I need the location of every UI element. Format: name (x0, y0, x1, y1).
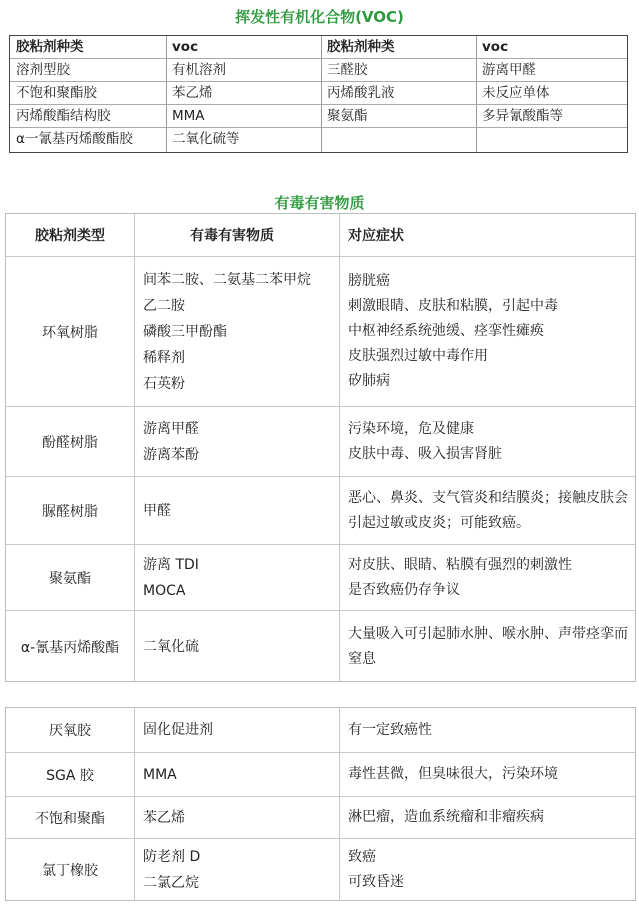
voc-table (9, 35, 628, 153)
symptom-line: 对皮肤、眼睛、粘膜有强烈的刺激性 (348, 556, 572, 573)
substance-cell (134, 257, 339, 406)
substance-line: 磷酸三甲酚酯 (143, 323, 227, 340)
voc-cell: 游离甲醛 (482, 62, 536, 78)
table-row (6, 256, 635, 406)
voc-cell: 多异氰酸酯等 (482, 108, 563, 124)
substance-line: 间苯二胺、二氨基二苯甲烷 (143, 271, 311, 288)
toxic-section-title: 有毒有害物质 (274, 194, 365, 212)
symptom-line: 污染环境，危及健康 (348, 420, 474, 437)
substance-line: 甲醛 (143, 502, 171, 519)
voc-cell: 有机溶剂 (172, 62, 226, 78)
symptom-line: 毒性甚微，但臭味很大，污染环境 (348, 766, 558, 782)
symptom-cell (339, 477, 635, 544)
substance-line: 游离甲醛 (143, 420, 199, 437)
table-row (6, 610, 635, 682)
substance-cell (134, 611, 339, 682)
symptom-line: 淋巴瘤，造血系统瘤和非瘤疾病 (348, 809, 544, 825)
voc-cell: 二氧化硫等 (172, 131, 240, 147)
substance-line: 稀释剂 (143, 349, 185, 366)
voc-header-cell: voc (172, 39, 199, 55)
adhesive-type-cell: 酚醛树脂 (42, 434, 98, 451)
substance-line: 苯乙烯 (143, 809, 185, 826)
symptom-line: 是否致癌仍存争议 (348, 581, 460, 598)
voc-cell: 不饱和聚酯胶 (16, 85, 97, 101)
voc-cell: 丙烯酸酯结构胶 (16, 108, 111, 124)
voc-cell: 未反应单体 (482, 85, 550, 101)
toxic-table-top (5, 213, 636, 682)
adhesive-type-cell: 厌氧胶 (49, 723, 91, 739)
substance-cell (134, 797, 339, 838)
substance-line: 防老剂 D (143, 849, 201, 865)
voc-table-row (10, 82, 627, 104)
voc-cell: 三醛胶 (327, 62, 368, 78)
toxic-header-text: 有毒有害物质 (190, 228, 274, 244)
table-row (6, 476, 635, 544)
voc-header-cell: 胶粘剂种类 (327, 39, 395, 55)
adhesive-type-cell: 氯丁橡胶 (42, 863, 98, 879)
voc-cell: 苯乙烯 (172, 85, 213, 101)
voc-cell: MMA (172, 108, 205, 124)
symptom-line: 致癌 (348, 849, 376, 865)
substance-cell (134, 839, 339, 901)
symptom-line: 恶心、鼻炎、支气管炎和结膜炎；接触皮肤会引起过敏或皮炎；可能致癌。 (348, 489, 628, 531)
voc-header-cell: voc (482, 39, 509, 55)
toxic-table-bottom (5, 707, 636, 901)
voc-cell (476, 128, 629, 150)
symptom-line: 膀胱癌 (348, 273, 390, 289)
substance-line: MOCA (143, 582, 186, 599)
substance-cell (134, 545, 339, 610)
adhesive-type-cell: 脲醛树脂 (42, 503, 98, 520)
symptom-cell (339, 611, 635, 682)
symptom-cell (339, 797, 635, 838)
substance-line: MMA (143, 766, 177, 783)
toxic-header-row (6, 214, 635, 256)
voc-table-row (10, 128, 627, 150)
symptom-line: 有一定致癌性 (348, 721, 432, 738)
table-row (6, 406, 635, 476)
substance-line: 二氧化硫 (143, 638, 199, 655)
adhesive-type-cell: 环氧树脂 (42, 324, 98, 341)
substance-line: 二氯乙烷 (143, 875, 199, 891)
substance-line: 石英粉 (143, 375, 185, 392)
substance-cell (134, 477, 339, 544)
table-row (6, 838, 635, 901)
substance-line: 固化促进剂 (143, 722, 213, 738)
substance-cell (134, 753, 339, 796)
toxic-header-text: 对应症状 (348, 228, 404, 244)
adhesive-type-cell: 聚氨酯 (49, 570, 91, 587)
voc-header-row (10, 36, 627, 58)
voc-cell: α一氰基丙烯酸酯胶 (16, 131, 133, 147)
voc-cell: 丙烯酸乳液 (327, 85, 395, 101)
symptom-line: 皮肤中毒、吸入损害肾脏 (348, 445, 502, 462)
symptom-line: 中枢神经系统弛缓、痉挛性瘫痪 (348, 323, 544, 339)
voc-table-row (10, 59, 627, 81)
adhesive-type-cell: 不饱和聚酯 (35, 810, 105, 827)
adhesive-type-cell: α-氰基丙烯酸酯 (20, 639, 120, 656)
toxic-header-cell (134, 214, 339, 256)
symptom-line: 可致昏迷 (348, 874, 404, 890)
table-row (6, 752, 635, 796)
symptom-cell (339, 708, 635, 752)
voc-cell (321, 128, 476, 150)
symptom-line: 矽肺病 (348, 373, 390, 389)
symptom-cell (339, 407, 635, 476)
symptom-cell (339, 839, 635, 901)
symptom-cell (339, 257, 635, 406)
toxic-header-cell (339, 214, 635, 256)
adhesive-type-cell: SGA 胶 (46, 767, 94, 784)
substance-cell (134, 407, 339, 476)
symptom-line: 大量吸入可引起肺水肿、喉水肿、声带痉挛而窒息 (348, 625, 628, 667)
symptom-line: 皮肤强烈过敏中毒作用 (348, 348, 488, 364)
symptom-line: 刺激眼睛、皮肤和粘膜，引起中毒 (348, 298, 558, 314)
voc-cell: 聚氨酯 (327, 108, 368, 124)
voc-cell: 溶剂型胶 (16, 62, 70, 78)
table-row (6, 544, 635, 610)
symptom-cell (339, 753, 635, 796)
symptom-cell (339, 545, 635, 610)
toxic-header-cell: 胶粘剂类型 (35, 228, 105, 244)
substance-line: 乙二胺 (143, 297, 185, 314)
voc-header-cell: 胶粘剂种类 (16, 39, 84, 55)
voc-section-title: 挥发性有机化合物(VOC) (235, 8, 404, 26)
substance-cell (134, 708, 339, 752)
substance-line: 游离苯酚 (143, 446, 199, 463)
table-row (6, 796, 635, 838)
voc-table-row (10, 105, 627, 127)
table-row (6, 708, 635, 752)
substance-line: 游离 TDI (143, 556, 199, 573)
